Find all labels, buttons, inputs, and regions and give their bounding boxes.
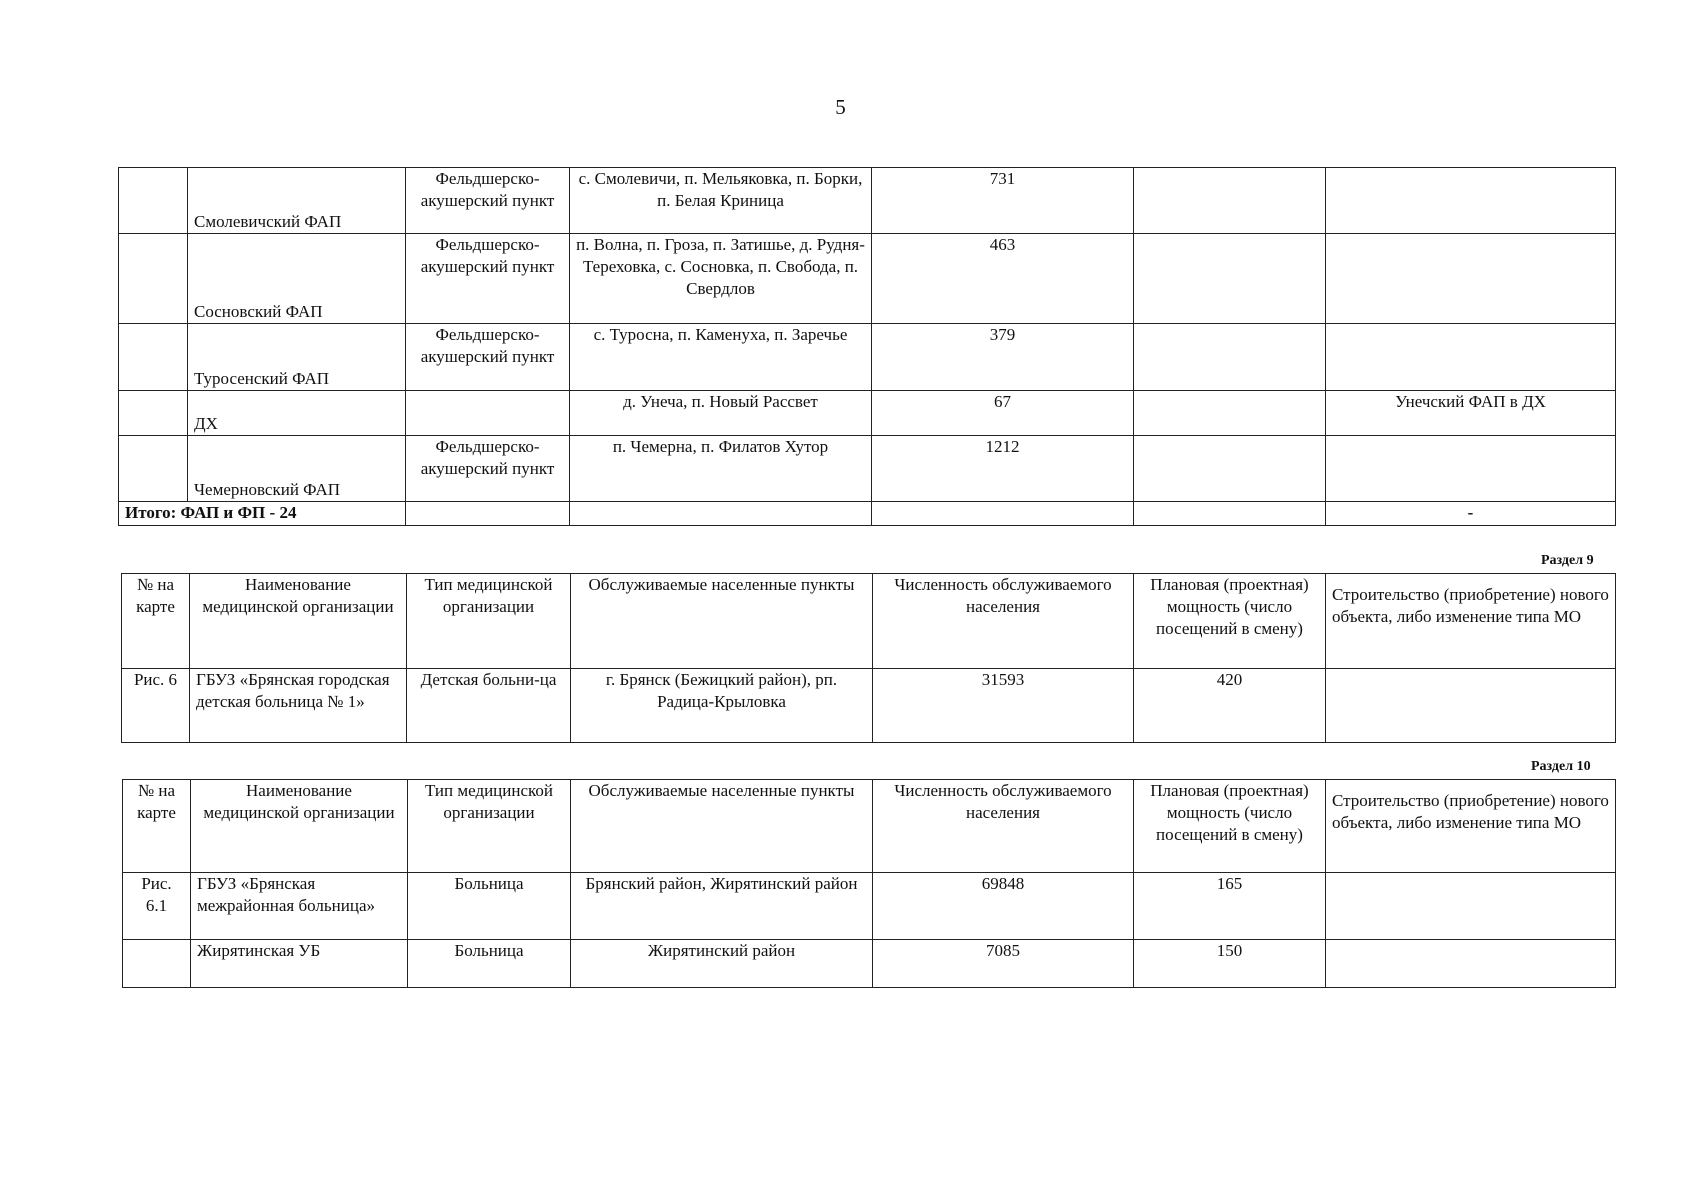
empty-cell [570, 502, 872, 526]
header-name: Наименование медицинской организации [190, 574, 407, 669]
table-row [122, 669, 1616, 743]
type-cell [406, 391, 570, 436]
capacity-cell [1134, 168, 1326, 234]
fap-table [118, 167, 1616, 526]
map-no-cell [119, 324, 188, 391]
header-row [123, 780, 1616, 873]
places-cell: Брянский район, Жирятинский район [571, 873, 873, 940]
empty-cell [406, 502, 570, 526]
name-cell: ДХ [188, 391, 406, 436]
section-9-label: Раздел 9 [1541, 553, 1594, 568]
map-no-cell [119, 168, 188, 234]
places-cell: д. Унеча, п. Новый Рассвет [570, 391, 872, 436]
construction-cell [1326, 873, 1616, 940]
population-cell: 7085 [873, 940, 1134, 988]
name-cell: Смолевичский ФАП [188, 168, 406, 234]
map-no-cell [119, 391, 188, 436]
name-cell: Чемерновский ФАП [188, 436, 406, 502]
map-no-cell [119, 234, 188, 324]
header-capacity: Плановая (проектная) мощность (число посещений в смену) [1134, 780, 1326, 873]
places-cell: Жирятинский район [571, 940, 873, 988]
total-mark: - [1326, 502, 1616, 526]
map-no-cell: Рис. 6.1 [123, 873, 191, 940]
header-map-no: № на карте [122, 574, 190, 669]
header-construction: Строительство (приобретение) нового объекта, либо изменение типа МО [1326, 780, 1616, 873]
header-type: Тип медицинской организации [408, 780, 571, 873]
construction-cell [1326, 168, 1616, 234]
map-no-cell [119, 436, 188, 502]
type-cell: Больница [408, 940, 571, 988]
map-no-cell: Рис. 6 [122, 669, 190, 743]
type-cell: Фельдшерско-акушерский пункт [406, 234, 570, 324]
name-cell: ГБУЗ «Брянская межрайонная больница» [191, 873, 408, 940]
population-cell: 731 [872, 168, 1134, 234]
capacity-cell: 150 [1134, 940, 1326, 988]
header-map-no: № на карте [123, 780, 191, 873]
section-9-table [121, 573, 1616, 743]
table-row [119, 324, 1616, 391]
type-cell: Фельдшерско-акушерский пункт [406, 168, 570, 234]
population-cell: 379 [872, 324, 1134, 391]
header-construction: Строительство (приобретение) нового объекта, либо изменение типа МО [1326, 574, 1616, 669]
header-places: Обслуживаемые населенные пункты [571, 574, 873, 669]
empty-cell [1134, 502, 1326, 526]
header-row [122, 574, 1616, 669]
population-cell: 31593 [873, 669, 1134, 743]
population-cell: 1212 [872, 436, 1134, 502]
name-cell: ГБУЗ «Брянская городская детская больница № 1» [190, 669, 407, 743]
places-cell: с. Туросна, п. Каменуха, п. Заречье [570, 324, 872, 391]
construction-cell [1326, 436, 1616, 502]
section-10-label: Раздел 10 [1531, 759, 1591, 774]
table-row [119, 391, 1616, 436]
construction-cell [1326, 940, 1616, 988]
table-row [119, 234, 1616, 324]
places-cell: п. Волна, п. Гроза, п. Затишье, д. Рудня-Тереховка, с. Сосновка, п. Свобода, п. Свердлов [570, 234, 872, 324]
type-cell: Больница [408, 873, 571, 940]
name-cell: Сосновский ФАП [188, 234, 406, 324]
type-cell: Фельдшерско-акушерский пункт [406, 436, 570, 502]
table-row [119, 436, 1616, 502]
map-no-cell [123, 940, 191, 988]
table-row [119, 168, 1616, 234]
population-cell: 69848 [873, 873, 1134, 940]
table-row [123, 940, 1616, 988]
construction-cell [1326, 669, 1616, 743]
places-cell: г. Брянск (Бежицкий район), рп. Радица-Крыловка [571, 669, 873, 743]
table-row [123, 873, 1616, 940]
header-places: Обслуживаемые населенные пункты [571, 780, 873, 873]
construction-cell: Унечский ФАП в ДХ [1326, 391, 1616, 436]
capacity-cell [1134, 324, 1326, 391]
capacity-cell: 420 [1134, 669, 1326, 743]
population-cell: 463 [872, 234, 1134, 324]
total-label: Итого: ФАП и ФП - 24 [119, 502, 406, 526]
name-cell: Жирятинская УБ [191, 940, 408, 988]
page-number: 5 [835, 95, 846, 119]
header-type: Тип медицинской организации [407, 574, 571, 669]
section-10-table [122, 779, 1616, 988]
header-population: Численность обслуживаемого населения [873, 574, 1134, 669]
construction-cell [1326, 324, 1616, 391]
type-cell: Детская больни-ца [407, 669, 571, 743]
capacity-cell [1134, 436, 1326, 502]
capacity-cell: 165 [1134, 873, 1326, 940]
capacity-cell [1134, 234, 1326, 324]
construction-cell [1326, 234, 1616, 324]
name-cell: Туросенский ФАП [188, 324, 406, 391]
places-cell: с. Смолевичи, п. Мельяковка, п. Борки, п. Белая Криница [570, 168, 872, 234]
header-name: Наименование медицинской организации [191, 780, 408, 873]
capacity-cell [1134, 391, 1326, 436]
empty-cell [872, 502, 1134, 526]
header-capacity: Плановая (проектная) мощность (число посещений в смену) [1134, 574, 1326, 669]
places-cell: п. Чемерна, п. Филатов Хутор [570, 436, 872, 502]
population-cell: 67 [872, 391, 1134, 436]
type-cell: Фельдшерско-акушерский пункт [406, 324, 570, 391]
header-population: Численность обслуживаемого населения [873, 780, 1134, 873]
total-row [119, 502, 1616, 526]
